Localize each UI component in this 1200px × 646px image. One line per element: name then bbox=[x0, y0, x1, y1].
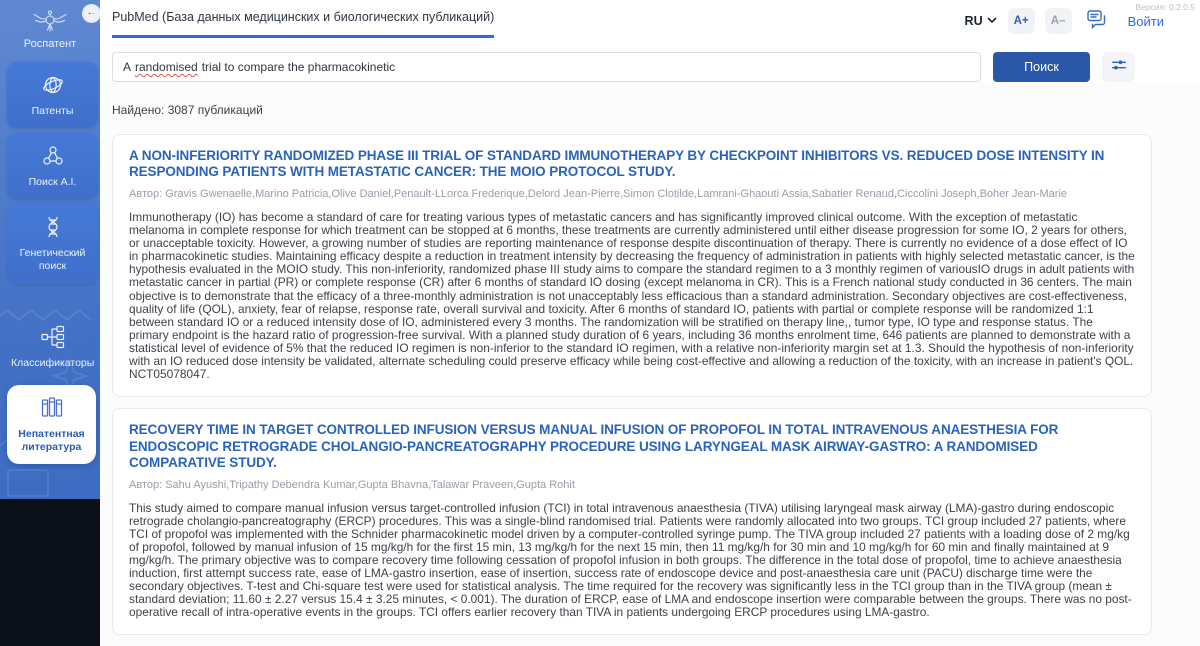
result-authors: Автор: Gravis Gwenaelle,Marino Patricia,Olive Daniel,Penault-LLorca Frederique,Delord Jean-Pierre,Simon Clotilde,Lamrani-Ghaouti Assia,Sabatier Renaud,Ciccolini Joseph,Boher Jean-Marie bbox=[129, 187, 1068, 200]
classifier-icon bbox=[11, 323, 94, 351]
result-title-link[interactable]: A NON-INFERIORITY RANDOMIZED PHASE III TRIAL OF STANDARD IMMUNOTHERAPY BY CHECKPOINT INHIBITORS VS. REDUCED DOSE INTENSITY IN RESPONDING PATIENTS WITH METASTATIC CANCER: THE MOIO PROTOCOL STUDY. bbox=[129, 148, 1105, 180]
books-icon bbox=[11, 394, 92, 422]
main-content bbox=[100, 0, 1200, 620]
result-card bbox=[112, 408, 1152, 635]
results-count: Найдено: 3087 публикаций bbox=[112, 103, 263, 117]
chevron-down-icon bbox=[986, 14, 998, 29]
sidebar-item-genetic-search[interactable] bbox=[7, 204, 98, 283]
results-area bbox=[100, 82, 1200, 646]
result-authors: Автор: Sahu Ayushi,Tripathy Debendra Kumar,Gupta Bhavna,Talawar Praveen,Gupta Rohit bbox=[129, 478, 575, 491]
result-card bbox=[112, 134, 1152, 397]
search-button[interactable]: Поиск bbox=[993, 52, 1090, 82]
sidebar-item-label: Поиск A.I. bbox=[28, 176, 77, 189]
result-title-link[interactable]: RECOVERY TIME IN TARGET CONTROLLED INFUSION VERSUS MANUAL INFUSION OF PROPOFOL IN TOTAL INTRAVENOUS ANAESTHESIA FOR ENDOSCOPIC RETROGRADE CHOLANGIO-PANCREATOGRAPHY PROCEDURE USING LARYNGEAL MASK AIRWAY-GASTRO: A RANDOMISED COMPARATIVE STUDY. bbox=[129, 422, 1059, 471]
result-abstract: This study aimed to compare manual infusion versus target-controlled infusion (TCI) in total intravenous anaesthesia (TIVA) utilising laryngeal mask airway (LMA)-gastro during endoscopic retrograde cholangio-pancreatography (ERCP) procedures. This was a single-blind randomised trial. Patients were randomly allocated into two groups. TCI group included 27 patients, where TCI of propofol was implemented with the Schnider pharmacokinetic model driven by a computer-controlled syringe pump. The TIVA group included 27 patients with a loading dose of 2 mg/kg of propofol, followed by manual infusion of 15 mg/kg/h for the first 15 min, 13 mg/kg/h for the next 15 min, then 11 mg/kg/h for 30 min and 10 mg/kg/h for 60 min and finally maintained at 9 mg/kg/h. The primary objective was to compare recovery time following cessation of propofol infusion in both groups. The difference in the total dose of propofol, time to achieve anaesthesia induction, first attempt success rate, ease of LMA-gastro insertion, ease of insertion, success rate of endoscope device and post-anaesthesia care unit (PACU) discharge time were the secondary objectives. T-test and Chi-square test were used for statistical analysis. The time required for the recovery was significantly less in the TCI group than in the TIVA group (mean ± standard deviation; 11.60 ± 2.27 versus 15.4 ± 3.25 minutes, < 0.001). The duration of ERCP, ease of LMA and endoscope insertion were comparable between the groups. There was no post-operative recall of intra-operative events in the groups. TCI offers earlier recovery than TIVA in patients undergoing ERCP procedures using LMA-gastro. bbox=[129, 500, 1132, 620]
sidebar-item-patents[interactable] bbox=[7, 62, 98, 128]
globe-icon bbox=[11, 71, 94, 99]
rospatent-emblem-icon bbox=[4, 6, 96, 36]
language-selector[interactable] bbox=[965, 14, 998, 29]
sliders-icon bbox=[1110, 56, 1128, 79]
sidebar-item-label: Патенты bbox=[31, 105, 74, 117]
sidebar-item-non-patent-literature[interactable] bbox=[7, 385, 96, 464]
ai-network-icon bbox=[11, 142, 94, 170]
search-row bbox=[100, 38, 1200, 82]
font-increase-button[interactable]: A+ bbox=[1008, 8, 1035, 34]
topbar-controls bbox=[965, 8, 1164, 34]
sidebar-item-label: Непатентная литература bbox=[18, 427, 85, 453]
result-abstract: Immunotherapy (IO) has become a standard of care for treating various types of metastatic cancers and has significantly improved clinical outcome. With the exception of metastatic melanoma in complete response for which treatment can be stopped at 6 months, these treatments are currently administered until either disease progression for some IO, 2 years for others, or unacceptable toxicity. However, a growing number of studies are reporting maintenance of response despite discontinuation of therapy. There is currently no evidence of a dose effect of IO in pharmacokinetic studies. Maintaining efficacy despite a reduction in treatment intensity by decreasing the frequency of administration in patients with highly selected metastatic cancer, is the hypothesis evaluated in the MOIO study. This non-inferiority, randomized phase III study aims to compare the standard regimen to a 3 monthly regimen of variousIO drugs in adult patients with metastatic cancer in partial (PR) or complete response (CR) after 6 months of standard IO dosing (except melanoma in CR). This is a French national study conducted in 36 centers. The main objective is to demonstrate that the efficacy of a three-monthly administration is not unacceptably less efficacious than a standard administration. Secondary objectives are cost-effectiveness, quality of life (QOL), anxiety, fear of relapse, response rate, overall survival and toxicity. After 6 months of standard IO, patients with partial or complete response will be randomized 1:1 between standard IO or a reduced intensity dose of IO, administered every 3 months. The randomization will be stratified on therapy line,, tumor type, IO type and response status. The primary endpoint is the hazard ratio of progression-free survival. With a planned study duration of 6 years, including 36 months enrolment time, 646 patients are planned to demonstrate with a statistical level of evidence of 5% that the reduced IO regimen is non-inferior to the standard IO regimen, with a relative non-inferiority margin set at 1.3. Should the hypothesis of non-inferiority with an IO reduced dose intensity be validated, alternate scheduling could preserve efficacy while being cost-effective and allowing a reduction of the toxicity, with an increase in patient's QOL. NCT05078047. bbox=[129, 209, 1135, 382]
dna-icon bbox=[11, 213, 94, 241]
language-label: RU bbox=[964, 14, 983, 28]
tab-pubmed[interactable]: PubMed (База данных медицинских и биологических публикаций) bbox=[112, 10, 494, 38]
search-settings-button[interactable] bbox=[1102, 52, 1135, 82]
search-query-text: A bbox=[123, 60, 132, 74]
font-decrease-button[interactable]: A– bbox=[1045, 8, 1072, 34]
search-query-text: trial to compare the pharmacokinetic bbox=[201, 60, 396, 74]
chat-icon bbox=[1085, 8, 1109, 35]
collapse-sidebar-button[interactable] bbox=[84, 6, 99, 21]
sidebar-nav bbox=[0, 62, 100, 464]
version-label: Версия: 0.2.0.5 bbox=[1135, 2, 1195, 12]
search-input[interactable] bbox=[112, 52, 981, 82]
feedback-chat-button[interactable] bbox=[1082, 8, 1112, 34]
sidebar bbox=[0, 0, 100, 499]
sidebar-item-ai-search[interactable] bbox=[7, 133, 98, 199]
sidebar-item-classifiers[interactable] bbox=[7, 314, 98, 380]
search-query-misspelled-word: randomised bbox=[135, 60, 198, 74]
sidebar-item-label: Классификаторы bbox=[11, 356, 95, 369]
rospatent-logo-label: Роспатент bbox=[23, 38, 77, 50]
login-button[interactable]: Войти bbox=[1127, 13, 1164, 29]
back-arrow-icon: ← bbox=[86, 7, 97, 18]
topbar bbox=[100, 0, 1200, 38]
sidebar-item-label: Генетический поиск bbox=[19, 247, 86, 273]
